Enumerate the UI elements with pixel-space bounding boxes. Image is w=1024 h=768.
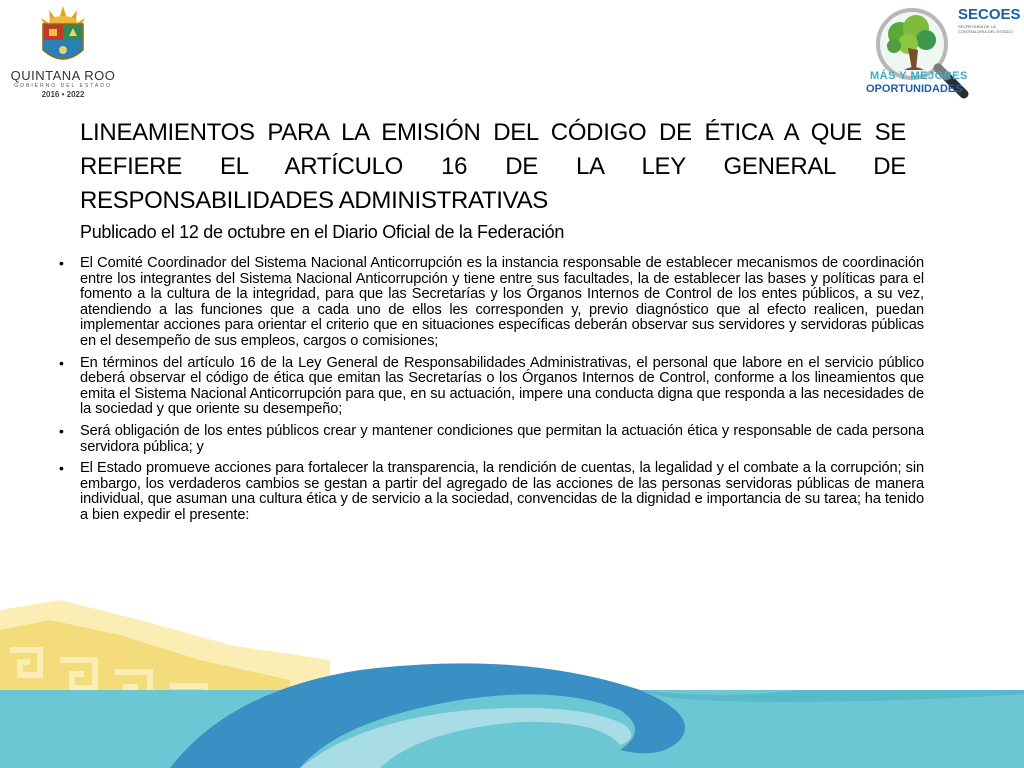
secoes-acronym: SECOES	[958, 6, 1021, 23]
bullet-text: El Comité Coordinador del Sistema Nacional Anticorrupción es la instancia responsable de establecer mecanismos de coordinación entre los integrantes del Sistema Nacional Anticorrupción y tiene entre sus facultades, la de establecer las bases y políticas para el fomento a la cultura de la integridad, para que las Secretarías y los Órganos Internos de Control de los entes públicos, a su vez, atendiendo a las funciones que a cada uno de ellos les corresponden y, previo diagnóstico que al efecto realicen, puedan implementar acciones para orientar el criterio que en situaciones específicas deberán observar sus servidores y servidoras públicas en el desempeño de sus empleos, cargos o comisiones;	[80, 255, 924, 349]
bullet-item	[58, 424, 924, 455]
state-crest-icon	[33, 4, 93, 70]
bullet-item	[58, 256, 924, 350]
bullet-dot-icon: •	[59, 460, 64, 477]
bullet-text: Será obligación de los entes públicos crear y mantener condiciones que permitan la actuación ética y responsable de cada persona servidora pública; y	[80, 422, 924, 455]
page-subtitle: Publicado el 12 de octubre en el Diario Oficial de la Federación	[80, 222, 565, 242]
secoes-logo	[860, 0, 1024, 100]
bullet-item	[58, 461, 924, 523]
page-title: LINEAMIENTOS PARA LA EMISIÓN DEL CÓDIGO DE ÉTICA A QUE SE REFIERE EL ARTÍCULO 16 DE LA LEY GENERAL DE RESPONSABILIDADES ADMINISTRATIVAS	[80, 119, 906, 214]
bullet-dot-icon: •	[59, 255, 64, 271]
administration-years: 2016 • 2022	[41, 90, 85, 99]
bullet-text: El Estado promueve acciones para fortalecer la transparencia, la rendición de cuentas, la legalidad y el combate a la corrupción; sin embargo, los verdaderos cambios se gestan a partir del agregado de las acciones de las personas servidoras públicas de manera individual, que asuman una cultura ética y de servicio a la sociedad, convencidas de la dignidad e importancia de su tarea; ha tenido a bien expedir el presente:	[80, 460, 924, 523]
state-name: QUINTANA ROO	[10, 68, 116, 83]
secoes-subtext: SECRETARÍA DE LA CONTRALORÍA DEL ESTADO	[958, 24, 1013, 34]
government-line: GOBIERNO DEL ESTADO	[14, 83, 112, 89]
bullet-list	[58, 256, 924, 530]
decorative-wave-pattern	[0, 590, 1024, 768]
bullet-item	[58, 356, 924, 418]
slogan-line-1: MÁS Y MEJORES	[870, 70, 968, 82]
sea-band	[0, 690, 1024, 768]
quintana-roo-logo	[8, 4, 118, 104]
slogan-line-2: OPORTUNIDADES	[866, 83, 963, 95]
bullet-text: En términos del artículo 16 de la Ley General de Responsabilidades Administrativas, el personal que labore en el servicio público deberá observar el código de ética que emitan las Secretarías o los Órganos Internos de Control, conforme a los lineamientos que emita el Sistema Nacional Anticorrupción para que, en su actuación, impere una conducta digna que responda a las necesidades de la sociedad y que oriente su desempeño;	[80, 354, 924, 418]
bullet-dot-icon: •	[59, 354, 64, 371]
bullet-dot-icon: •	[59, 422, 64, 439]
